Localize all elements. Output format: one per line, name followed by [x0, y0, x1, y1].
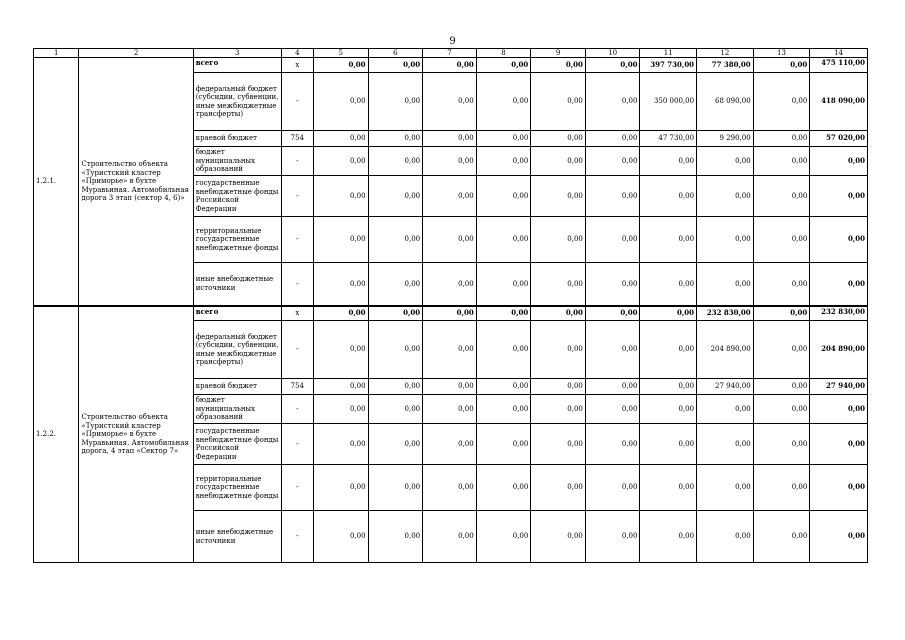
value-cell: 0,00: [531, 176, 586, 217]
funding-source: государственные внебюджетные фонды Российской Федерации: [193, 176, 281, 217]
value-cell: 0,00: [476, 511, 531, 563]
value-cell: 0,00: [476, 424, 531, 465]
value-cell: 0,00: [313, 176, 368, 217]
value-cell: 0,00: [313, 395, 368, 424]
value-cell: 0,00: [697, 511, 754, 563]
value-cell: 0,00: [368, 395, 423, 424]
value-cell: 0,00: [368, 306, 423, 321]
value-cell: 0,00: [423, 395, 477, 424]
value-cell: 0,00: [697, 465, 754, 511]
code-cell: x: [281, 306, 313, 321]
value-cell: 0,00: [423, 176, 477, 217]
value-cell: 0,00: [585, 217, 640, 263]
value-cell: 0,00: [585, 263, 640, 306]
value-cell: 0,00: [531, 73, 586, 131]
value-cell: 0,00: [423, 321, 477, 379]
total-cell: 0,00: [810, 176, 868, 217]
column-number: 3: [193, 49, 281, 58]
value-cell: 0,00: [640, 263, 697, 306]
value-cell: 0,00: [313, 306, 368, 321]
financing-table: [33, 48, 868, 563]
value-cell: 0,00: [423, 131, 477, 147]
value-cell: 0,00: [585, 424, 640, 465]
value-cell: 0,00: [585, 306, 640, 321]
funding-source: федеральный бюджет (субсидии, субвенции, иные межбюджетные трансферты): [193, 321, 281, 379]
value-cell: 0,00: [368, 511, 423, 563]
total-cell: 0,00: [810, 424, 868, 465]
code-cell: -: [281, 73, 313, 131]
funding-source: государственные внебюджетные фонды Российской Федерации: [193, 424, 281, 465]
value-cell: 0,00: [640, 217, 697, 263]
table-row: [34, 58, 868, 73]
value-cell: 0,00: [531, 306, 586, 321]
value-cell: 0,00: [476, 306, 531, 321]
value-cell: 0,00: [585, 147, 640, 176]
value-cell: 0,00: [585, 131, 640, 147]
column-number: 8: [476, 49, 531, 58]
value-cell: 0,00: [531, 424, 586, 465]
value-cell: 0,00: [313, 379, 368, 395]
total-cell: 0,00: [810, 263, 868, 306]
value-cell: 0,00: [640, 176, 697, 217]
value-cell: 0,00: [476, 321, 531, 379]
funding-source: бюджет муниципальных образований: [193, 395, 281, 424]
total-cell: 0,00: [810, 395, 868, 424]
value-cell: 0,00: [753, 424, 810, 465]
value-cell: 0,00: [423, 424, 477, 465]
value-cell: 0,00: [531, 147, 586, 176]
value-cell: 0,00: [697, 147, 754, 176]
value-cell: 0,00: [640, 147, 697, 176]
value-cell: 0,00: [531, 131, 586, 147]
value-cell: 0,00: [476, 379, 531, 395]
value-cell: 0,00: [585, 511, 640, 563]
value-cell: 0,00: [368, 73, 423, 131]
value-cell: 0,00: [423, 73, 477, 131]
value-cell: 0,00: [368, 321, 423, 379]
object-name: Строительство объекта «Туристский кластер «Приморье» в бухте Муравьиная. Автомобильная дорога, 4 этап «Сектор 7»: [79, 306, 193, 563]
funding-source: всего: [193, 306, 281, 321]
value-cell: 27 940,00: [697, 379, 754, 395]
page-number: 9: [449, 36, 456, 47]
value-cell: 0,00: [585, 73, 640, 131]
column-number: 6: [368, 49, 423, 58]
total-cell: 232 830,00: [810, 306, 868, 321]
value-cell: 0,00: [697, 263, 754, 306]
total-cell: 418 090,00: [810, 73, 868, 131]
code-cell: -: [281, 147, 313, 176]
value-cell: 0,00: [640, 321, 697, 379]
value-cell: 0,00: [753, 217, 810, 263]
funding-source: краевой бюджет: [193, 379, 281, 395]
value-cell: 0,00: [753, 511, 810, 563]
value-cell: 0,00: [640, 465, 697, 511]
value-cell: 0,00: [476, 217, 531, 263]
value-cell: 0,00: [640, 511, 697, 563]
code-cell: -: [281, 395, 313, 424]
value-cell: 0,00: [531, 465, 586, 511]
value-cell: 0,00: [753, 131, 810, 147]
value-cell: 0,00: [368, 147, 423, 176]
value-cell: 0,00: [476, 73, 531, 131]
value-cell: 0,00: [753, 176, 810, 217]
value-cell: 0,00: [753, 73, 810, 131]
value-cell: 0,00: [531, 379, 586, 395]
value-cell: 350 000,00: [640, 73, 697, 131]
column-number: 10: [585, 49, 640, 58]
value-cell: 0,00: [753, 147, 810, 176]
value-cell: 0,00: [476, 176, 531, 217]
value-cell: 0,00: [476, 131, 531, 147]
value-cell: 0,00: [585, 465, 640, 511]
column-number: 14: [810, 49, 868, 58]
value-cell: 0,00: [423, 147, 477, 176]
value-cell: 0,00: [753, 321, 810, 379]
value-cell: 0,00: [423, 465, 477, 511]
funding-source: иные внебюджетные источники: [193, 263, 281, 306]
value-cell: 0,00: [368, 58, 423, 73]
value-cell: 0,00: [585, 176, 640, 217]
value-cell: 0,00: [531, 263, 586, 306]
value-cell: 0,00: [640, 306, 697, 321]
total-cell: 27 940,00: [810, 379, 868, 395]
value-cell: 0,00: [313, 465, 368, 511]
value-cell: 0,00: [697, 424, 754, 465]
row-index: 1.2.1.: [34, 58, 79, 306]
object-name: Строительство объекта «Туристский кластер «Приморье» в бухте Муравьиная. Автомобильная дорога 3 этап (сектор 4, 6)»: [79, 58, 193, 306]
value-cell: 0,00: [531, 58, 586, 73]
value-cell: 0,00: [423, 263, 477, 306]
value-cell: 0,00: [313, 424, 368, 465]
funding-source: федеральный бюджет (субсидии, субвенции, иные межбюджетные трансферты): [193, 73, 281, 131]
value-cell: 0,00: [585, 321, 640, 379]
value-cell: 0,00: [423, 58, 477, 73]
column-number: 4: [281, 49, 313, 58]
column-number: 7: [423, 49, 477, 58]
value-cell: 0,00: [476, 147, 531, 176]
value-cell: 77 380,00: [697, 58, 754, 73]
value-cell: 0,00: [313, 511, 368, 563]
value-cell: 0,00: [476, 395, 531, 424]
funding-source: всего: [193, 58, 281, 73]
value-cell: 0,00: [640, 379, 697, 395]
column-number: 13: [753, 49, 810, 58]
total-cell: 0,00: [810, 147, 868, 176]
column-number: 11: [640, 49, 697, 58]
code-cell: -: [281, 424, 313, 465]
value-cell: 0,00: [423, 511, 477, 563]
value-cell: 0,00: [531, 217, 586, 263]
value-cell: 204 890,00: [697, 321, 754, 379]
value-cell: 0,00: [313, 147, 368, 176]
code-cell: 754: [281, 131, 313, 147]
code-cell: -: [281, 263, 313, 306]
value-cell: 0,00: [753, 395, 810, 424]
total-cell: 0,00: [810, 465, 868, 511]
code-cell: -: [281, 217, 313, 263]
total-cell: 204 890,00: [810, 321, 868, 379]
funding-source: территориальные государственные внебюджетные фонды: [193, 465, 281, 511]
value-cell: 0,00: [476, 263, 531, 306]
column-number: 1: [34, 49, 79, 58]
funding-source: бюджет муниципальных образований: [193, 147, 281, 176]
row-index: 1.2.2.: [34, 306, 79, 563]
column-number: 12: [697, 49, 754, 58]
value-cell: 0,00: [753, 263, 810, 306]
value-cell: 0,00: [423, 306, 477, 321]
value-cell: 0,00: [531, 395, 586, 424]
value-cell: 0,00: [476, 465, 531, 511]
value-cell: 0,00: [423, 217, 477, 263]
value-cell: 0,00: [368, 465, 423, 511]
value-cell: 397 730,00: [640, 58, 697, 73]
column-number: 5: [313, 49, 368, 58]
value-cell: 0,00: [697, 217, 754, 263]
value-cell: 0,00: [368, 217, 423, 263]
value-cell: 0,00: [640, 395, 697, 424]
value-cell: 0,00: [313, 73, 368, 131]
value-cell: 0,00: [368, 131, 423, 147]
funding-source: территориальные государственные внебюджетные фонды: [193, 217, 281, 263]
value-cell: 0,00: [531, 321, 586, 379]
code-cell: -: [281, 465, 313, 511]
value-cell: 0,00: [585, 379, 640, 395]
value-cell: 0,00: [313, 58, 368, 73]
value-cell: 0,00: [313, 321, 368, 379]
value-cell: 0,00: [313, 263, 368, 306]
code-cell: 754: [281, 379, 313, 395]
value-cell: 0,00: [313, 131, 368, 147]
code-cell: -: [281, 511, 313, 563]
value-cell: 68 090,00: [697, 73, 754, 131]
total-cell: 57 020,00: [810, 131, 868, 147]
value-cell: 0,00: [368, 176, 423, 217]
column-number: 2: [79, 49, 193, 58]
value-cell: 0,00: [697, 176, 754, 217]
value-cell: 0,00: [368, 424, 423, 465]
column-number-row: [34, 49, 868, 58]
value-cell: 0,00: [368, 263, 423, 306]
value-cell: 0,00: [531, 511, 586, 563]
value-cell: 0,00: [368, 379, 423, 395]
value-cell: 0,00: [753, 379, 810, 395]
value-cell: 0,00: [640, 424, 697, 465]
total-cell: 0,00: [810, 511, 868, 563]
total-cell: 0,00: [810, 217, 868, 263]
column-number: 9: [531, 49, 586, 58]
value-cell: 0,00: [423, 379, 477, 395]
value-cell: 0,00: [697, 395, 754, 424]
value-cell: 232 830,00: [697, 306, 754, 321]
value-cell: 0,00: [313, 217, 368, 263]
code-cell: -: [281, 176, 313, 217]
value-cell: 9 290,00: [697, 131, 754, 147]
code-cell: x: [281, 58, 313, 73]
value-cell: 47 730,00: [640, 131, 697, 147]
funding-source: иные внебюджетные источники: [193, 511, 281, 563]
value-cell: 0,00: [753, 306, 810, 321]
value-cell: 0,00: [753, 58, 810, 73]
value-cell: 0,00: [753, 465, 810, 511]
table-row: [34, 306, 868, 321]
value-cell: 0,00: [476, 58, 531, 73]
value-cell: 0,00: [585, 58, 640, 73]
code-cell: -: [281, 321, 313, 379]
funding-source: краевой бюджет: [193, 131, 281, 147]
total-cell: 475 110,00: [810, 58, 868, 73]
value-cell: 0,00: [585, 395, 640, 424]
